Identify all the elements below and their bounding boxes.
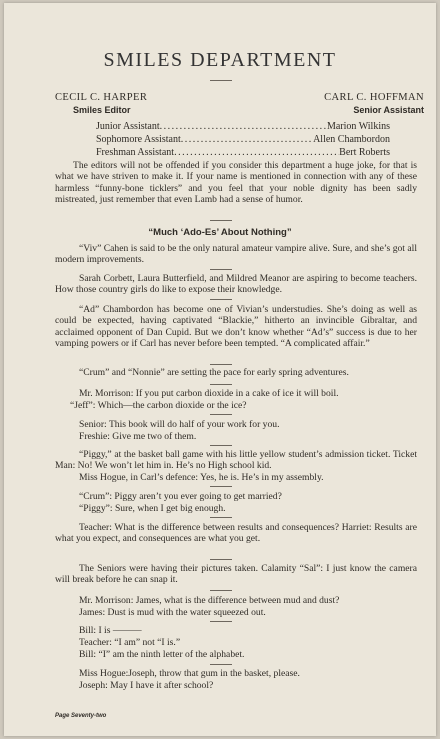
dialogue-line: Bill: “I” am the ninth letter of the alphabet.: [79, 649, 245, 660]
separator-rule: [210, 621, 232, 622]
page-number: Page Seventy-two: [55, 713, 107, 719]
joke-piggy-ticket: “Piggy,” at the basket ball game with his little yellow student’s admission ticket. Ticket Man: No! We won’t let him in. He’s no High school kid.: [55, 449, 417, 472]
separator-rule: [210, 590, 232, 591]
separator-rule: [210, 664, 232, 665]
dialogue-line: Miss Hogue:Joseph, throw that gum in the basket, please.: [79, 668, 300, 679]
separator-rule: [210, 445, 232, 446]
assistant-name: CARL C. HOFFMAN: [324, 92, 424, 103]
separator-rule: [210, 299, 232, 300]
editor-name: CECIL C. HARPER: [55, 92, 148, 103]
leader-dots: [181, 134, 313, 145]
separator-rule: [210, 384, 232, 385]
dialogue-line: Bill: I is ———: [79, 625, 142, 636]
separator-rule: [210, 559, 232, 560]
staff-row-sophomore: [96, 134, 390, 145]
leader-dots: [174, 147, 339, 158]
separator-rule: [210, 364, 232, 365]
assistant-block: [324, 92, 424, 115]
dialogue-line: Joseph: May I have it after school?: [79, 680, 214, 691]
separator-rule: [210, 414, 232, 415]
separator-rule: [210, 486, 232, 487]
section-rule: [210, 220, 232, 221]
intro-paragraph: [55, 160, 417, 206]
staff-label: Freshman Assistant: [96, 147, 175, 158]
dialogue-line: James: Dust is mud with the water squeezed out.: [79, 607, 266, 618]
title-rule: [210, 80, 232, 81]
staff-name: Marion Wilkins: [326, 121, 390, 132]
staff-name: Bert Roberts: [339, 147, 390, 158]
joke-viv: “Viv” Cahen is said to be the only natural amateur vampire alive. Sure, and she’s got all modern improvements.: [55, 243, 417, 266]
dialogue-line: Freshie: Give me two of them.: [79, 431, 197, 442]
dialogue-line: Senior: This book will do half of your work for you.: [79, 419, 280, 430]
document-page: [4, 3, 436, 736]
joke-results-consequences: Teacher: What is the difference between results and consequences? Harriet: Results are what you expect, and consequences are what you get.: [55, 522, 417, 545]
dialogue-line: Teacher: “I am” not “I is.”: [79, 637, 181, 648]
dialogue-line: “Piggy”: Sure, when I get big enough.: [79, 503, 226, 514]
staff-label: Junior Assistant: [96, 121, 160, 132]
separator-rule: [210, 517, 232, 518]
joke-teachers: Sarah Corbett, Laura Butterfield, and Mildred Meanor are aspiring to become teachers. How those country girls do like to expose their knowledge.: [55, 273, 417, 296]
dialogue-line: “Crum”: Piggy aren’t you ever going to get married?: [79, 491, 282, 502]
dialogue-line: Mr. Morrison: If you put carbon dioxide in a cake of ice it will boil.: [79, 388, 339, 399]
leader-dots: [160, 121, 327, 132]
page-title: SMILES DEPARTMENT: [103, 49, 337, 71]
intro-text: The editors will not be offended if you consider this department a huge joke, for that is what we have striven to make it. If your name is mentioned in connection with any of these harmless “funny-bone ticklers” and you feel that your noble dignity has been sadly mistreated, just remember that even Lamb had a sense of humor.: [55, 160, 417, 206]
joke-seniors-camera: The Seniors were having their pictures taken. Calamity “Sal”: I just know the camera will break before he can snap it.: [55, 563, 417, 586]
editor-block: [55, 92, 147, 115]
dialogue-line: “Jeff”: Which—the carbon dioxide or the ice?: [70, 400, 247, 411]
staff-row-freshman: [96, 147, 390, 158]
staff-row-junior: [96, 121, 390, 132]
dialogue-line: Miss Hogue, in Carl’s defence: Yes, he is. He’s in my assembly.: [79, 472, 324, 483]
joke-chambordon: “Ad” Chambordon has become one of Vivian’s understudies. She’s doing as well as could be expected, having captivated “Blackie,” hitherto an invincible Gibraltar, and acclaimed opponent of Dan Cupid. But we don’t know whether “Ad’s” success is due to her vamping powers or if Carl has never before been tempted. “A complicated affair.”: [55, 304, 417, 350]
joke-crum-nonnie: “Crum” and “Nonnie” are setting the pace for early spring adventures.: [79, 367, 349, 378]
section-title: “Much ‘Ado-Es’ About Nothing”: [148, 227, 292, 238]
editor-role: Smiles Editor: [73, 105, 131, 115]
assistant-role: Senior Assistant: [353, 105, 424, 115]
separator-rule: [210, 269, 232, 270]
staff-name: Allen Chambordon: [313, 134, 390, 145]
dialogue-line: Mr. Morrison: James, what is the difference between mud and dust?: [79, 595, 340, 606]
staff-label: Sophomore Assistant: [96, 134, 181, 145]
